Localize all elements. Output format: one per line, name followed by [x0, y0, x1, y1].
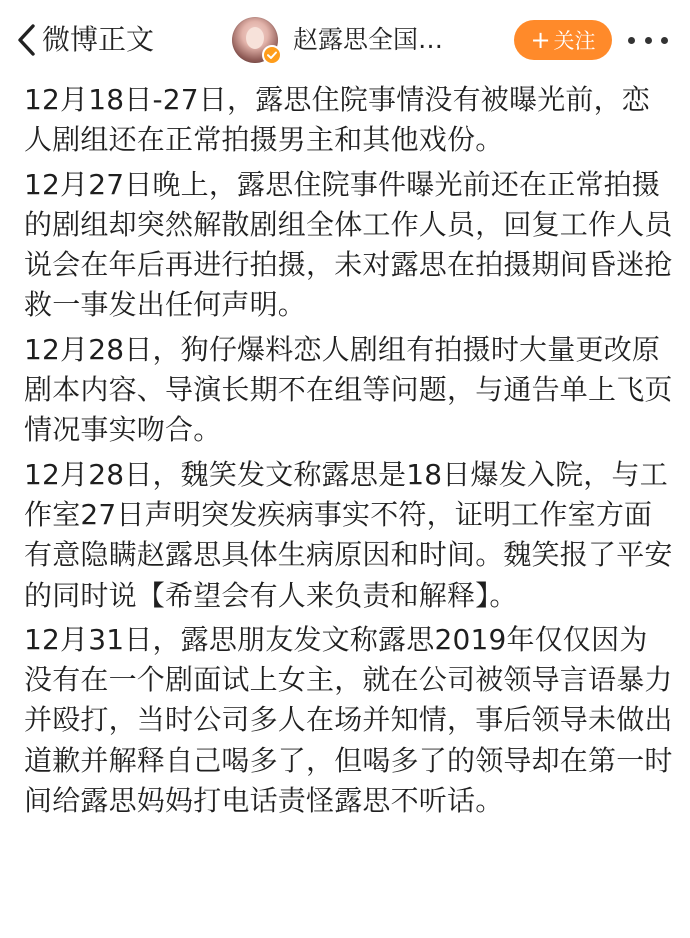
top-navigation-bar — [0, 0, 690, 80]
post-paragraph: 12月31日，露思朋友发文称露思2019年仅仅因为没有在一个剧面试上女主，就在公司被领导言语暴力并殴打，当时公司多人在场并知情，事后领导未做出道歉并解释自己喝多了，但喝多了的领导却在第一时间给露思妈妈打电话责怪露思不听话。 — [24, 622, 673, 818]
dot — [628, 37, 635, 44]
more-options-icon[interactable] — [628, 32, 668, 48]
post-paragraph: 12月28日，狗仔爆料恋人剧组有拍摄时大量更改原剧本内容、导演长期不在组等问题，与通告单上飞页情况事实吻合。 — [24, 332, 673, 447]
post-body — [24, 80, 674, 825]
account-name[interactable]: 赵露思全国… — [293, 25, 444, 54]
plus-icon: + — [530, 26, 551, 54]
back-label: 微博正文 — [42, 23, 155, 56]
follow-button[interactable] — [514, 20, 612, 60]
verified-badge-icon — [262, 45, 282, 65]
dot — [645, 37, 652, 44]
dot — [661, 37, 668, 44]
follow-label: 关注 — [553, 29, 596, 53]
post-paragraph: 12月18日-27日，露思住院事情没有被曝光前，恋人剧组还在正常拍摄男主和其他戏份。 — [24, 83, 650, 157]
post-paragraph: 12月27日晚上，露思住院事件曝光前还在正常拍摄的剧组却突然解散剧组全体工作人员，回复工作人员说会在年后再进行拍摄，未对露思在拍摄期间昏迷抢救一事发出任何声明。 — [24, 167, 673, 322]
back-button[interactable] — [16, 20, 154, 60]
chevron-left-icon — [16, 23, 38, 57]
avatar-face — [246, 27, 264, 49]
post-paragraph: 12月28日，魏笑发文称露思是18日爆发入院，与工作室27日声明突发疾病事实不符，证明工作室方面有意隐瞒赵露思具体生病原因和时间。魏笑报了平安的同时说【希望会有人来负责和解释】。 — [24, 457, 673, 612]
